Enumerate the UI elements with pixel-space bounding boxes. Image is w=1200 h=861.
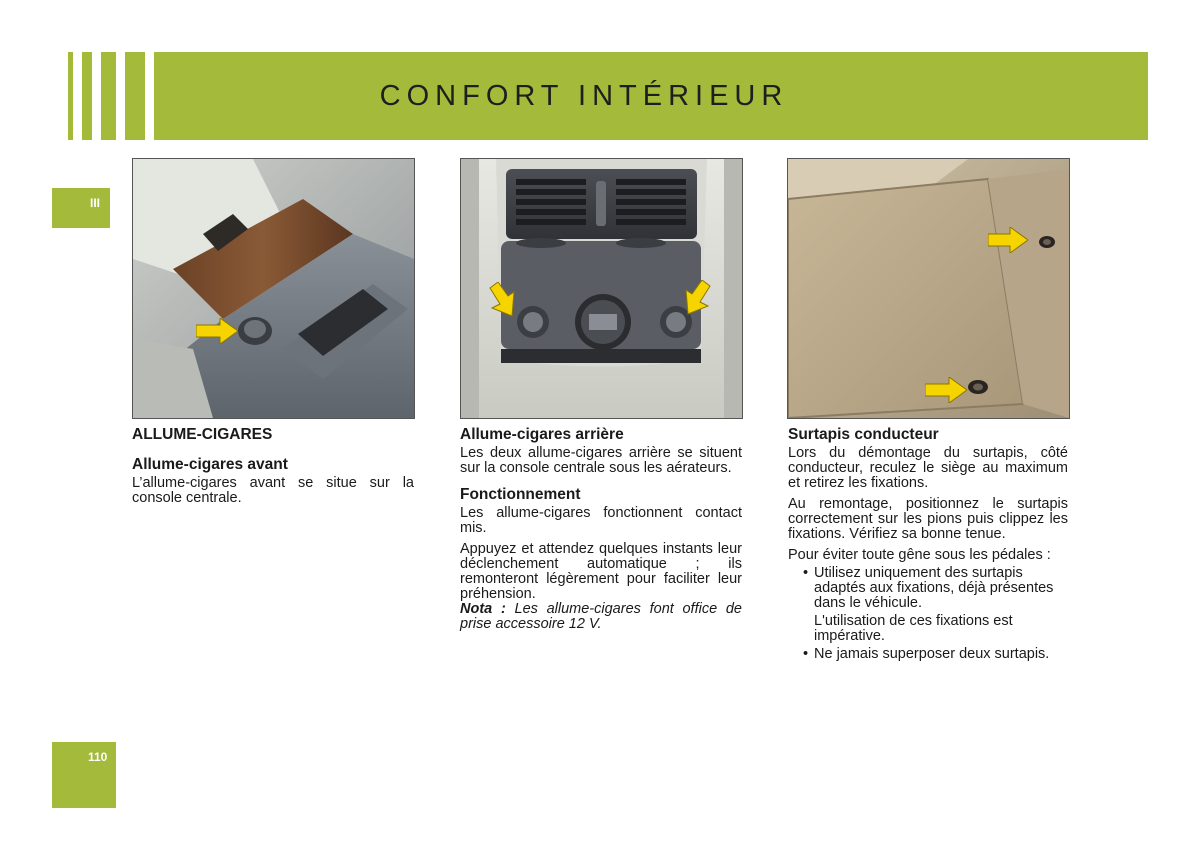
list-item: • Utilisez uniquement des surtapis adaptés aux fixations, déjà présentes dans le véhicule. bbox=[803, 565, 1054, 611]
column-rear-lighter bbox=[460, 426, 742, 632]
column-front-lighter bbox=[132, 426, 414, 512]
arrow-icon bbox=[488, 282, 516, 318]
paragraph: Les allume-cigares fonctionnent contact mis. bbox=[460, 505, 742, 536]
note-text: Les allume-cigares font office de prise accessoire 12 V. bbox=[460, 601, 742, 632]
paragraph: Au remontage, positionnez le surtapis correctement sur les pions puis clippez les fixations. Vérifiez sa bonne tenue. bbox=[788, 496, 1068, 542]
note bbox=[460, 602, 742, 632]
section-heading: Surtapis conducteur bbox=[788, 426, 939, 443]
header-banner bbox=[180, 52, 1148, 140]
subsection-heading: Fonctionnement bbox=[460, 486, 581, 503]
front-lighter-photo bbox=[132, 158, 415, 419]
paragraph: L’allume-cigares avant se situe sur la console centrale. bbox=[132, 475, 414, 506]
paragraph: Lors du démontage du surtapis, côté conducteur, reculez le siège au maximum et retirez les fixations. bbox=[788, 445, 1068, 491]
bullet-list bbox=[788, 566, 1068, 662]
paragraph: Appuyez et attendez quelques instants leur déclenchement automatique ; ils remonteront légèrement pour faciliter leur préhension. bbox=[460, 541, 742, 602]
arrow-icon bbox=[684, 280, 712, 316]
subsection-heading: Allume-cigares avant bbox=[132, 456, 288, 473]
section-heading: Allume-cigares arrière bbox=[460, 426, 624, 443]
header-stripes bbox=[68, 52, 180, 140]
list-item-note: L'utilisation de ces fixations est impérative. bbox=[814, 613, 1013, 644]
paragraph: Les deux allume-cigares arrière se situent sur la console centrale sous les aérateurs. bbox=[460, 445, 742, 476]
note-label: Nota : bbox=[460, 601, 506, 617]
page-number-tab bbox=[52, 742, 116, 808]
arrow-icon bbox=[925, 377, 967, 403]
list-item: • Ne jamais superposer deux surtapis. bbox=[803, 646, 1050, 662]
page-title: CONFORT INTÉRIEUR bbox=[379, 79, 789, 112]
column-floor-mat bbox=[788, 426, 1068, 665]
section-heading: ALLUME-CIGARES bbox=[132, 426, 273, 443]
arrow-icon bbox=[196, 318, 238, 344]
paragraph: Pour éviter toute gêne sous les pédales : bbox=[788, 547, 1051, 563]
arrow-icon bbox=[988, 227, 1028, 253]
chapter-number: III bbox=[90, 196, 101, 210]
page-number: 110 bbox=[88, 750, 108, 764]
chapter-tab bbox=[52, 188, 110, 228]
